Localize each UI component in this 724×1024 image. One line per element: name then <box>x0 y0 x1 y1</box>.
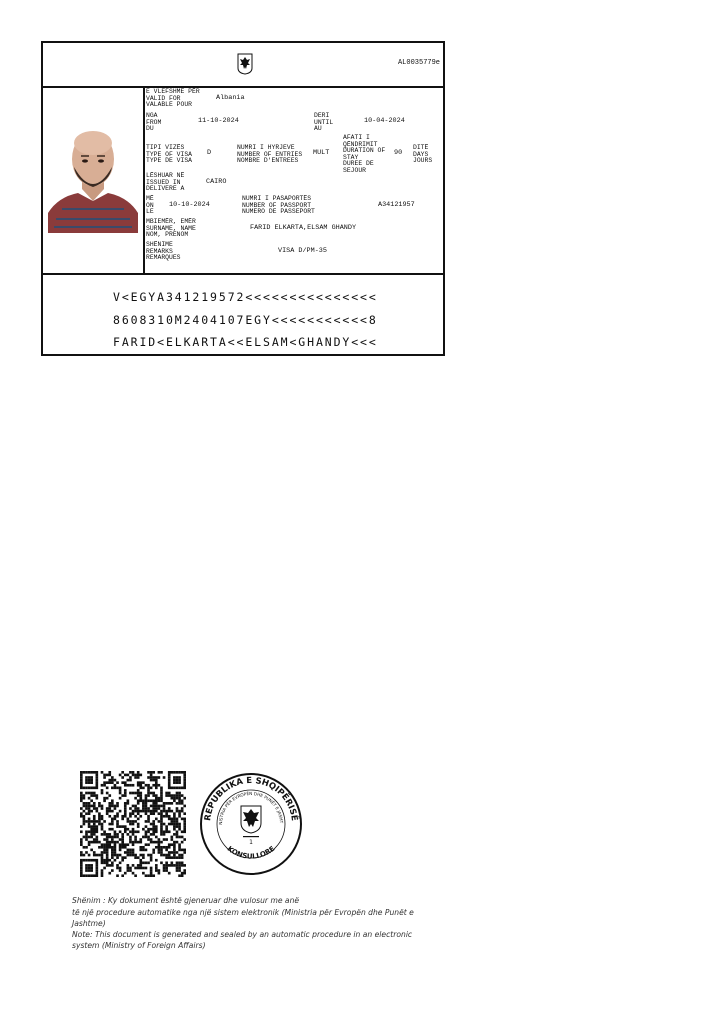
note-line-3: Jashtme) <box>72 919 106 928</box>
name-label: MBIEMËR, EMËR SURNAME, NAME NOM, PRENOM <box>146 218 196 239</box>
visa-type-value: D <box>207 149 212 157</box>
mrz-line-2: 8608310M2404107EGY<<<<<<<<<<<8 <box>113 313 378 327</box>
divider-top <box>43 86 443 88</box>
issued-on-label: MË ON LE <box>146 195 154 216</box>
visa-sticker <box>41 41 445 356</box>
divider-photo <box>143 87 145 273</box>
issued-in-label: LËSHUAR NË ISSUED IN DELIVERE A <box>146 172 185 193</box>
until-label: DERI UNTIL AU <box>314 112 334 133</box>
valid-for-value: Albania <box>216 94 245 102</box>
name-value: FARID ELKARTA,ELSAM GHANDY <box>250 224 357 232</box>
divider-mrz <box>43 273 443 275</box>
mrz-line-3: FARID<ELKARTA<<ELSAM<GHANDY<<< <box>113 335 378 349</box>
stamp-inner-text: NISTRIA PËR EVROPËN DHE PUNËT E JASHT <box>217 790 285 825</box>
stamp-number: 1 <box>249 839 253 846</box>
until-value: 10-04-2024 <box>364 117 405 125</box>
stamp-outer-text: REPUBLIKA E SHQIPËRISË <box>203 775 299 822</box>
note-line-4: Note: This document is generated and sealed by an automatic procedure in an electronic <box>72 930 413 939</box>
issued-in-value: CAIRO <box>206 178 227 186</box>
stamp-bottom-text: KONSULLORE <box>225 844 277 861</box>
albanian-eagle-icon <box>241 806 261 833</box>
visa-type-label: TIPI VIZËS TYPE OF VISA TYPE DE VISA <box>146 144 193 165</box>
passport-value: A34121957 <box>378 201 415 209</box>
remarks-value: VISA D/PM-35 <box>278 247 327 255</box>
issued-on-value: 10-10-2024 <box>169 201 210 209</box>
visa-number: AL0035779e <box>397 59 440 67</box>
valid-for-label: E VLEFSHME PËR VALID FOR VALABLE POUR <box>146 88 200 109</box>
note-line-5: system (Ministry of Foreign Affairs) <box>72 941 206 950</box>
holder-photo <box>48 123 138 233</box>
passport-label: NUMRI I PASAPORTËS NUMBER OF PASSPORT NUMERO DE PASSEPORT <box>242 195 315 216</box>
remarks-label: SHËNIME REMARKS REMARQUES <box>146 241 181 262</box>
note-line-1: Shënim : Ky dokument është gjeneruar dhe vulosur me anë <box>72 896 300 905</box>
duration-label: AFATI I QËNDRIMIT DURATION OF STAY DUREE DE SEJOUR <box>343 134 386 174</box>
entries-label: NUMRI I HYRJEVE NUMBER OF ENTRIES NOMBRE D'ENTREES <box>237 144 303 165</box>
mrz-line-1: V<EGYA341219572<<<<<<<<<<<<<<< <box>113 290 378 304</box>
duration-unit-label: DITË DAYS JOURS <box>413 144 433 165</box>
qr-code <box>80 771 186 877</box>
duration-value: 90 <box>394 149 403 157</box>
entries-value: MULT <box>313 149 330 157</box>
consular-stamp <box>198 771 304 877</box>
note-line-2: të një procedure automatike nga një sistem elektronik (Ministria për Evropën dhe Punët e <box>72 908 414 917</box>
from-value: 11-10-2024 <box>198 117 239 125</box>
svg-text:KONSULLORE <box>226 845 277 861</box>
albanian-eagle-icon <box>237 53 253 75</box>
from-label: NGA FROM DU <box>146 112 162 133</box>
